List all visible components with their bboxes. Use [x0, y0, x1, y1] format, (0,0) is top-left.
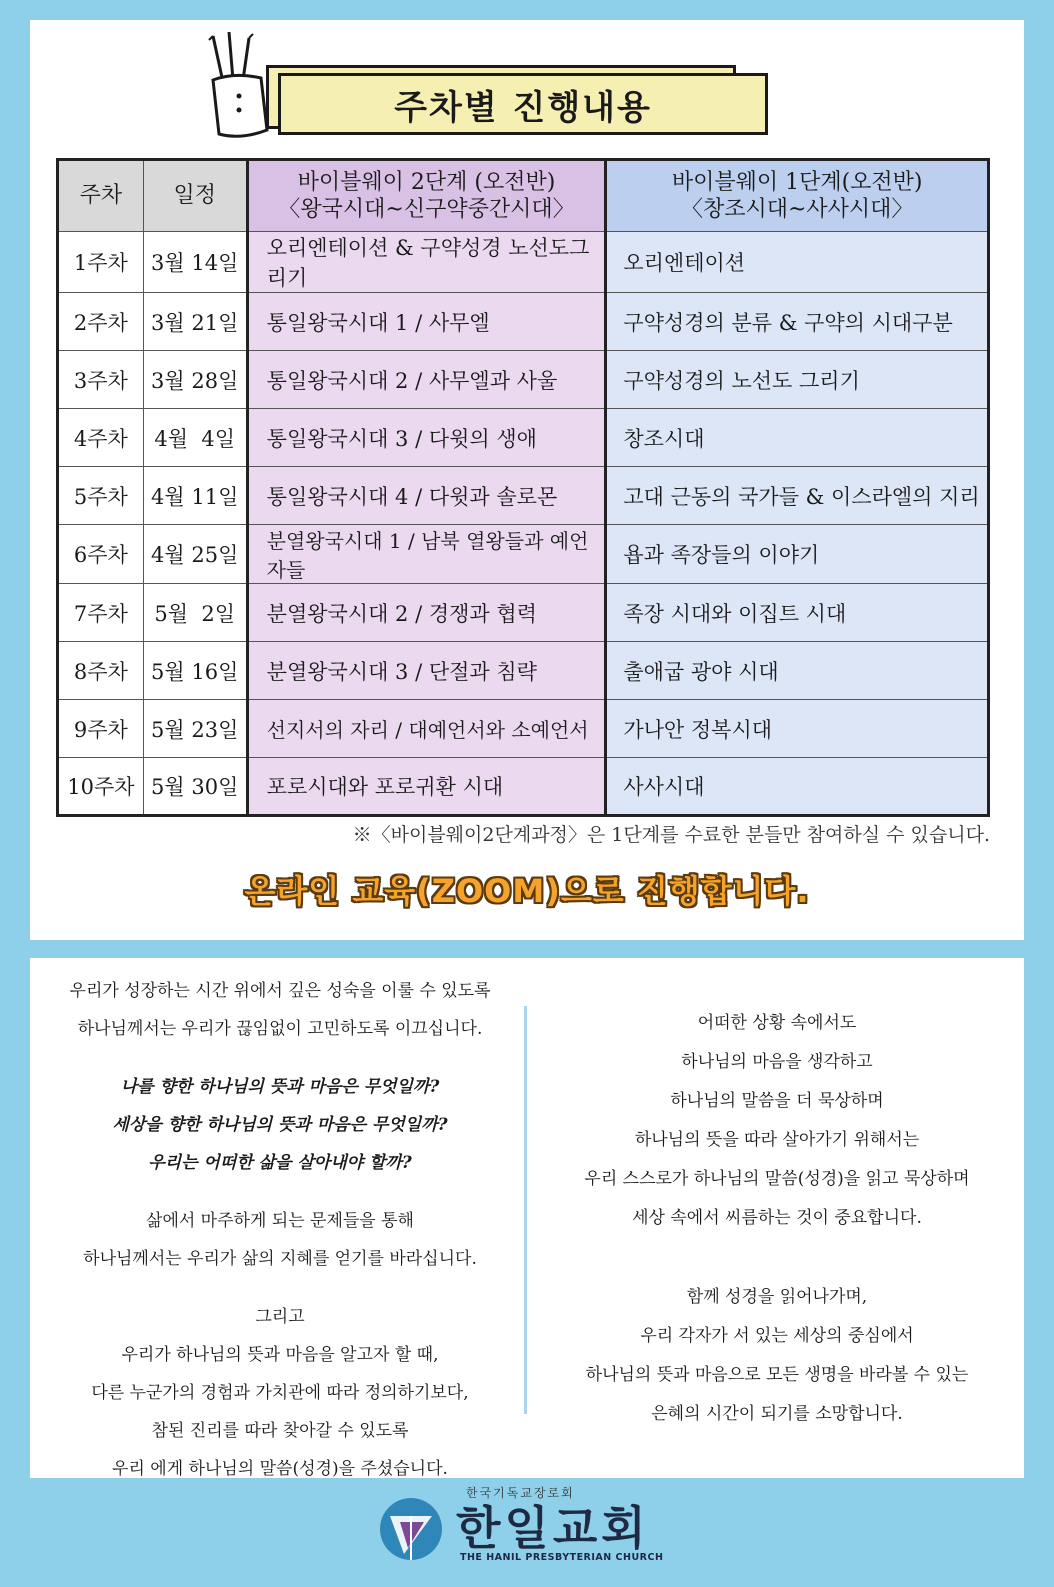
week-cell: 1주차: [58, 232, 144, 293]
table-row: [58, 700, 989, 758]
header-stage2-subtitle: 〈왕국시대~신구약중간시대〉: [278, 197, 575, 222]
denomination-label: 한국기독교장로회: [466, 1486, 575, 1500]
question-line: 나를 향한 하나님의 뜻과 마음은 무엇일까?: [120, 1077, 440, 1097]
message-line: 그리고: [255, 1307, 305, 1327]
stage2-cell: 선지서의 자리 / 대예언서와 소예언서: [247, 700, 606, 758]
date-cell: 5월 23일: [143, 700, 247, 758]
date-cell: 4월 4일: [143, 409, 247, 467]
table-row: [58, 293, 989, 351]
week-cell: 3주차: [58, 351, 144, 409]
stage2-cell: 분열왕국시대 3 / 단절과 침략: [247, 642, 606, 700]
table-row: [58, 409, 989, 467]
message-line: 하나님께서는 우리가 삶의 지혜를 얻기를 바라십니다.: [83, 1249, 477, 1269]
church-emblem-icon: [380, 1498, 442, 1560]
header-stage1-subtitle: 〈창조시대~사사시대〉: [680, 197, 914, 222]
eligibility-note: ※〈바이블웨이2단계과정〉은 1단계를 수료한 분들만 참여하실 수 있습니다.: [352, 824, 990, 846]
stage2-cell: 오리엔테이션 & 구약성경 노선도그리기: [247, 232, 606, 293]
table-row: [58, 584, 989, 642]
header-week: 주차: [58, 160, 144, 232]
date-cell: 5월 2일: [143, 584, 247, 642]
date-cell: 3월 14일: [143, 232, 247, 293]
date-cell: 3월 21일: [143, 293, 247, 351]
title-banner: [266, 65, 774, 139]
stage1-cell: 오리엔테이션: [606, 232, 989, 293]
stage2-cell: 통일왕국시대 4 / 다윗과 솔로몬: [247, 467, 606, 525]
header-stage1-title: 바이블웨이 1단계(오전반): [671, 169, 923, 195]
stage1-cell: 족장 시대와 이집트 시대: [606, 584, 989, 642]
table-row: [58, 642, 989, 700]
table-row: [58, 351, 989, 409]
week-cell: 9주차: [58, 700, 144, 758]
message-line: 하나님의 마음을 생각하고: [681, 1052, 873, 1072]
stage1-cell: 구약성경의 분류 & 구약의 시대구분: [606, 293, 989, 351]
stage2-cell: 분열왕국시대 2 / 경쟁과 협력: [247, 584, 606, 642]
week-cell: 6주차: [58, 525, 144, 584]
stage1-cell: 가나안 정복시대: [606, 700, 989, 758]
church-logo: [380, 1482, 680, 1582]
table-row: [58, 525, 989, 584]
message-line: 은혜의 시간이 되기를 소망합니다.: [651, 1404, 903, 1424]
message-line: 참된 진리를 따라 찾아갈 수 있도록: [151, 1421, 409, 1441]
date-cell: 3월 28일: [143, 351, 247, 409]
column-divider: [524, 1006, 527, 1414]
header-stage2-title: 바이블웨이 2단계 (오전반): [297, 169, 556, 195]
stage2-cell: 통일왕국시대 3 / 다윗의 생애: [247, 409, 606, 467]
question-line: 세상을 향한 하나님의 뜻과 마음은 무엇일까?: [112, 1115, 448, 1135]
date-cell: 5월 30일: [143, 758, 247, 816]
online-notice: 온라인 교육(ZOOM)으로 진행합니다.: [244, 872, 810, 910]
message-line: 세상 속에서 씨름하는 것이 중요합니다.: [632, 1208, 922, 1228]
page-title: 주차별 진행내용: [394, 87, 652, 128]
message-line: 하나님께서는 우리가 끊임없이 고민하도록 이끄십니다.: [77, 1019, 483, 1039]
week-cell: 2주차: [58, 293, 144, 351]
stage1-cell: 고대 근동의 국가들 & 이스라엘의 지리: [606, 467, 989, 525]
header-date: 일정: [143, 160, 247, 232]
header-stage2: [247, 160, 606, 232]
table-row: [58, 232, 989, 293]
table-row: [58, 758, 989, 816]
pencil-cup-icon: [205, 30, 275, 140]
message-line: 다른 누군가의 경험과 가치관에 따라 정의하기보다,: [91, 1383, 469, 1403]
week-cell: 10주차: [58, 758, 144, 816]
message-line: 우리가 하나님의 뜻과 마음을 알고자 할 때,: [121, 1345, 439, 1365]
message-line: 하나님의 뜻을 따라 살아가기 위해서는: [634, 1130, 920, 1150]
schedule-table: [56, 158, 990, 817]
question-line: 우리는 어떠한 삶을 살아내야 할까?: [148, 1153, 412, 1173]
message-line: 함께 성경을 읽어나가며,: [686, 1287, 868, 1307]
week-cell: 4주차: [58, 409, 144, 467]
message-line: 우리 스스로가 하나님의 말씀(성경)을 읽고 묵상하며: [584, 1169, 970, 1189]
message-line: 우리 에게 하나님의 말씀(성경)을 주셨습니다.: [112, 1459, 448, 1479]
stage1-cell: 출애굽 광야 시대: [606, 642, 989, 700]
message-line: 우리 각자가 서 있는 세상의 중심에서: [640, 1326, 914, 1346]
date-cell: 4월 25일: [143, 525, 247, 584]
message-line: 하나님의 뜻과 마음으로 모든 생명을 바라볼 수 있는: [585, 1365, 969, 1385]
church-english-name: THE HANIL PRESBYTERIAN CHURCH: [460, 1552, 664, 1563]
table-header-row: [58, 160, 989, 232]
date-cell: 4월 11일: [143, 467, 247, 525]
message-line: 어떠한 상황 속에서도: [697, 1013, 857, 1033]
week-cell: 7주차: [58, 584, 144, 642]
header-stage1: [606, 160, 989, 232]
stage2-cell: 통일왕국시대 2 / 사무엘과 사울: [247, 351, 606, 409]
stage1-cell: 구약성경의 노선도 그리기: [606, 351, 989, 409]
table-row: [58, 467, 989, 525]
message-line: 우리가 성장하는 시간 위에서 깊은 성숙을 이룰 수 있도록: [69, 981, 491, 1001]
stage2-cell: 포로시대와 포로귀환 시대: [247, 758, 606, 816]
church-name: 한일교회: [456, 1501, 650, 1555]
message-line: 삶에서 마주하게 되는 문제들을 통해: [146, 1211, 414, 1231]
stage1-cell: 창조시대: [606, 409, 989, 467]
stage2-cell: 분열왕국시대 1 / 남북 열왕들과 예언자들: [247, 525, 606, 584]
week-cell: 8주차: [58, 642, 144, 700]
left-message: [30, 972, 530, 1488]
stage1-cell: 사사시대: [606, 758, 989, 816]
date-cell: 5월 16일: [143, 642, 247, 700]
stage1-cell: 욥과 족장들의 이야기: [606, 525, 989, 584]
message-line: 하나님의 말씀을 더 묵상하며: [670, 1091, 884, 1111]
right-message: [530, 1004, 1024, 1434]
week-cell: 5주차: [58, 467, 144, 525]
stage2-cell: 통일왕국시대 1 / 사무엘: [247, 293, 606, 351]
